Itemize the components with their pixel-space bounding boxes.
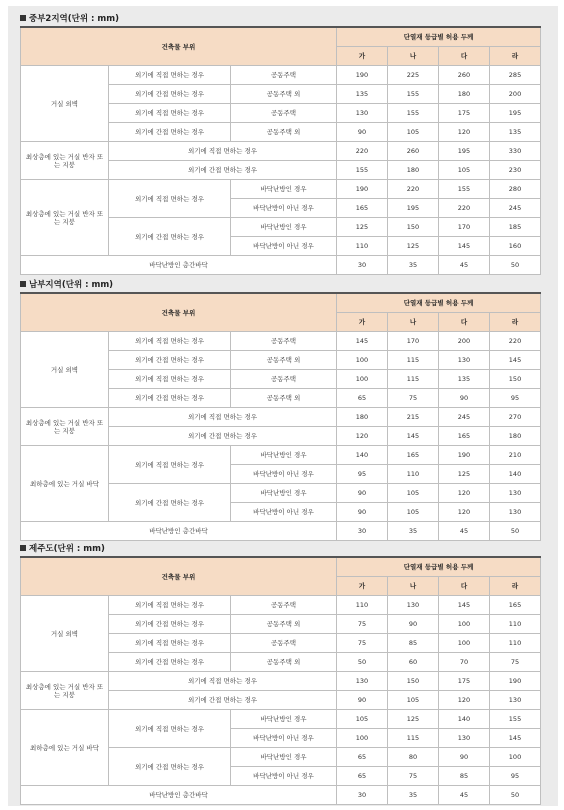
value-cell: 90 bbox=[337, 123, 388, 142]
table-row bbox=[21, 672, 541, 691]
value-cell: 145 bbox=[490, 351, 541, 370]
value-cell: 285 bbox=[490, 66, 541, 85]
row-detail-label: 바닥난방인 경우 bbox=[231, 180, 337, 199]
row-sub-label: 외기에 직접 면하는 경우 bbox=[109, 104, 231, 123]
value-cell: 170 bbox=[388, 332, 439, 351]
value-cell: 95 bbox=[337, 465, 388, 484]
value-cell: 125 bbox=[337, 218, 388, 237]
header-grade: 나 bbox=[388, 577, 439, 596]
value-cell: 185 bbox=[490, 218, 541, 237]
value-cell: 130 bbox=[439, 729, 490, 748]
row-detail-label: 공동주택 bbox=[231, 66, 337, 85]
row-sub-label: 외기에 직접 면하는 경우 bbox=[109, 332, 231, 351]
value-cell: 35 bbox=[388, 786, 439, 805]
value-cell: 270 bbox=[490, 408, 541, 427]
row-group-label: 최상층에 있는 거실 반자 또는 지붕 bbox=[21, 672, 109, 710]
value-cell: 165 bbox=[337, 199, 388, 218]
value-cell: 245 bbox=[490, 199, 541, 218]
value-cell: 95 bbox=[490, 389, 541, 408]
value-cell: 220 bbox=[337, 142, 388, 161]
row-sub-label: 외기에 직접 면하는 경우 bbox=[109, 66, 231, 85]
value-cell: 115 bbox=[388, 370, 439, 389]
value-cell: 90 bbox=[439, 389, 490, 408]
value-cell: 140 bbox=[439, 710, 490, 729]
row-detail-label: 공동주택 외 bbox=[231, 389, 337, 408]
value-cell: 75 bbox=[388, 767, 439, 786]
row-sub-label: 외기에 간접 면하는 경우 bbox=[109, 161, 337, 180]
row-sub-label: 외기에 간접 면하는 경우 bbox=[109, 85, 231, 104]
value-cell: 110 bbox=[337, 237, 388, 256]
value-cell: 100 bbox=[490, 748, 541, 767]
value-cell: 95 bbox=[490, 767, 541, 786]
row-sub-label: 외기에 간접 면하는 경우 bbox=[109, 691, 337, 710]
header-row bbox=[21, 293, 541, 313]
row-detail-label: 바닥난방이 아닌 경우 bbox=[231, 503, 337, 522]
value-cell: 120 bbox=[439, 503, 490, 522]
table-row bbox=[21, 446, 541, 465]
value-cell: 115 bbox=[388, 729, 439, 748]
value-cell: 90 bbox=[337, 691, 388, 710]
value-cell: 150 bbox=[490, 370, 541, 389]
row-detail-label: 바닥난방이 아닌 경우 bbox=[231, 199, 337, 218]
value-cell: 110 bbox=[490, 634, 541, 653]
value-cell: 190 bbox=[337, 180, 388, 199]
row-sub-label: 외기에 직접 면하는 경우 bbox=[109, 596, 231, 615]
value-cell: 170 bbox=[439, 218, 490, 237]
value-cell: 130 bbox=[439, 351, 490, 370]
row-group-label: 최하층에 있는 거실 바닥 bbox=[21, 446, 109, 522]
table-row bbox=[21, 596, 541, 615]
square-bullet-icon bbox=[20, 281, 26, 287]
row-detail-label: 바닥난방인 경우 bbox=[231, 484, 337, 503]
value-cell: 190 bbox=[337, 66, 388, 85]
value-cell: 145 bbox=[490, 729, 541, 748]
value-cell: 90 bbox=[337, 503, 388, 522]
row-detail-label: 바닥난방인 경우 bbox=[231, 218, 337, 237]
section-title bbox=[20, 542, 540, 556]
row-sub-label: 외기에 직접 면하는 경우 bbox=[109, 180, 231, 218]
value-cell: 120 bbox=[337, 427, 388, 446]
value-cell: 105 bbox=[388, 484, 439, 503]
section-title bbox=[20, 12, 540, 26]
value-cell: 160 bbox=[490, 237, 541, 256]
row-sub-label: 외기에 직접 면하는 경우 bbox=[109, 142, 337, 161]
row-detail-label: 공동주택 bbox=[231, 104, 337, 123]
value-cell: 195 bbox=[388, 199, 439, 218]
header-grade: 다 bbox=[439, 47, 490, 66]
row-group-label: 최상층에 있는 거실 반자 또는 지붕 bbox=[21, 142, 109, 180]
header-part: 건축물 부위 bbox=[21, 293, 337, 332]
value-cell: 130 bbox=[490, 484, 541, 503]
value-cell: 85 bbox=[388, 634, 439, 653]
value-cell: 90 bbox=[388, 615, 439, 634]
value-cell: 200 bbox=[490, 85, 541, 104]
value-cell: 110 bbox=[490, 615, 541, 634]
row-detail-label: 공동주택 외 bbox=[231, 85, 337, 104]
section-title bbox=[20, 278, 540, 292]
value-cell: 30 bbox=[337, 256, 388, 275]
value-cell: 190 bbox=[490, 672, 541, 691]
header-grade: 가 bbox=[337, 47, 388, 66]
value-cell: 100 bbox=[337, 351, 388, 370]
value-cell: 180 bbox=[490, 427, 541, 446]
row-sub-label: 외기에 직접 면하는 경우 bbox=[109, 446, 231, 484]
value-cell: 150 bbox=[388, 672, 439, 691]
row-detail-label: 공동주택 bbox=[231, 332, 337, 351]
row-sub-label: 외기에 직접 면하는 경우 bbox=[109, 710, 231, 748]
value-cell: 220 bbox=[439, 199, 490, 218]
header-grade: 라 bbox=[490, 47, 541, 66]
value-cell: 175 bbox=[439, 104, 490, 123]
row-group-label: 최상층에 있는 거실 반자 또는 지붕 bbox=[21, 408, 109, 446]
header-part: 건축물 부위 bbox=[21, 27, 337, 66]
value-cell: 85 bbox=[439, 767, 490, 786]
table-row bbox=[21, 180, 541, 199]
value-cell: 165 bbox=[490, 596, 541, 615]
table-row bbox=[21, 786, 541, 805]
row-detail-label: 바닥난방이 아닌 경우 bbox=[231, 237, 337, 256]
header-grade: 다 bbox=[439, 313, 490, 332]
insulation-thickness-table bbox=[20, 26, 541, 275]
row-sub-label: 외기에 간접 면하는 경우 bbox=[109, 615, 231, 634]
row-sub-label: 외기에 직접 면하는 경우 bbox=[109, 370, 231, 389]
value-cell: 130 bbox=[490, 691, 541, 710]
row-sub-label: 외기에 직접 면하는 경우 bbox=[109, 672, 337, 691]
value-cell: 245 bbox=[439, 408, 490, 427]
value-cell: 210 bbox=[490, 446, 541, 465]
value-cell: 35 bbox=[388, 256, 439, 275]
value-cell: 165 bbox=[388, 446, 439, 465]
row-detail-label: 공동주택 bbox=[231, 596, 337, 615]
section-nambu bbox=[20, 278, 540, 541]
table-row bbox=[21, 66, 541, 85]
value-cell: 105 bbox=[388, 123, 439, 142]
value-cell: 195 bbox=[439, 142, 490, 161]
row-detail-label: 바닥난방인 경우 bbox=[231, 748, 337, 767]
square-bullet-icon bbox=[20, 545, 26, 551]
header-grade: 라 bbox=[490, 313, 541, 332]
value-cell: 110 bbox=[388, 465, 439, 484]
value-cell: 100 bbox=[439, 615, 490, 634]
header-row bbox=[21, 27, 541, 47]
value-cell: 65 bbox=[337, 767, 388, 786]
value-cell: 155 bbox=[388, 85, 439, 104]
row-group-label: 거실 외벽 bbox=[21, 596, 109, 672]
row-detail-label: 공동주택 bbox=[231, 370, 337, 389]
value-cell: 45 bbox=[439, 256, 490, 275]
header-grade: 다 bbox=[439, 577, 490, 596]
value-cell: 30 bbox=[337, 786, 388, 805]
value-cell: 50 bbox=[490, 786, 541, 805]
value-cell: 225 bbox=[388, 66, 439, 85]
header-thickness: 단열재 등급별 허용 두께 bbox=[337, 293, 541, 313]
value-cell: 155 bbox=[388, 104, 439, 123]
value-cell: 130 bbox=[490, 503, 541, 522]
row-detail-label: 공동주택 외 bbox=[231, 615, 337, 634]
row-group-label: 바닥난방인 층간바닥 bbox=[21, 256, 337, 275]
value-cell: 125 bbox=[388, 710, 439, 729]
header-grade: 나 bbox=[388, 313, 439, 332]
value-cell: 65 bbox=[337, 748, 388, 767]
section-title-text: 중부2지역(단위 : mm) bbox=[29, 14, 119, 24]
value-cell: 105 bbox=[439, 161, 490, 180]
value-cell: 145 bbox=[439, 237, 490, 256]
value-cell: 105 bbox=[388, 503, 439, 522]
header-grade: 가 bbox=[337, 313, 388, 332]
value-cell: 60 bbox=[388, 653, 439, 672]
value-cell: 165 bbox=[439, 427, 490, 446]
value-cell: 130 bbox=[337, 672, 388, 691]
row-sub-label: 외기에 간접 면하는 경우 bbox=[109, 748, 231, 786]
value-cell: 75 bbox=[337, 615, 388, 634]
value-cell: 180 bbox=[337, 408, 388, 427]
value-cell: 260 bbox=[388, 142, 439, 161]
value-cell: 125 bbox=[439, 465, 490, 484]
value-cell: 70 bbox=[439, 653, 490, 672]
value-cell: 220 bbox=[388, 180, 439, 199]
row-group-label: 최상층에 있는 거실 반자 또는 지붕 bbox=[21, 180, 109, 256]
row-detail-label: 바닥난방인 경우 bbox=[231, 710, 337, 729]
value-cell: 140 bbox=[337, 446, 388, 465]
value-cell: 50 bbox=[490, 522, 541, 541]
value-cell: 120 bbox=[439, 123, 490, 142]
row-detail-label: 공동주택 bbox=[231, 634, 337, 653]
value-cell: 45 bbox=[439, 786, 490, 805]
value-cell: 215 bbox=[388, 408, 439, 427]
value-cell: 125 bbox=[388, 237, 439, 256]
row-detail-label: 바닥난방이 아닌 경우 bbox=[231, 729, 337, 748]
value-cell: 200 bbox=[439, 332, 490, 351]
value-cell: 105 bbox=[388, 691, 439, 710]
value-cell: 145 bbox=[388, 427, 439, 446]
table-row bbox=[21, 408, 541, 427]
table-row bbox=[21, 256, 541, 275]
row-sub-label: 외기에 간접 면하는 경우 bbox=[109, 123, 231, 142]
value-cell: 155 bbox=[439, 180, 490, 199]
value-cell: 120 bbox=[439, 691, 490, 710]
header-grade: 나 bbox=[388, 47, 439, 66]
value-cell: 135 bbox=[490, 123, 541, 142]
row-detail-label: 공동주택 외 bbox=[231, 123, 337, 142]
value-cell: 280 bbox=[490, 180, 541, 199]
row-group-label: 최하층에 있는 거실 바닥 bbox=[21, 710, 109, 786]
row-detail-label: 공동주택 외 bbox=[231, 653, 337, 672]
value-cell: 110 bbox=[337, 596, 388, 615]
value-cell: 50 bbox=[490, 256, 541, 275]
row-sub-label: 외기에 간접 면하는 경우 bbox=[109, 427, 337, 446]
value-cell: 145 bbox=[337, 332, 388, 351]
value-cell: 80 bbox=[388, 748, 439, 767]
row-sub-label: 외기에 간접 면하는 경우 bbox=[109, 653, 231, 672]
table-row bbox=[21, 142, 541, 161]
value-cell: 180 bbox=[439, 85, 490, 104]
table-row bbox=[21, 332, 541, 351]
value-cell: 150 bbox=[388, 218, 439, 237]
header-grade: 가 bbox=[337, 577, 388, 596]
value-cell: 330 bbox=[490, 142, 541, 161]
row-group-label: 거실 외벽 bbox=[21, 66, 109, 142]
document-page bbox=[8, 6, 558, 806]
row-sub-label: 외기에 간접 면하는 경우 bbox=[109, 484, 231, 522]
value-cell: 90 bbox=[337, 484, 388, 503]
value-cell: 135 bbox=[439, 370, 490, 389]
insulation-thickness-table bbox=[20, 292, 541, 541]
value-cell: 180 bbox=[388, 161, 439, 180]
row-detail-label: 바닥난방이 아닌 경우 bbox=[231, 465, 337, 484]
row-group-label: 바닥난방인 층간바닥 bbox=[21, 522, 337, 541]
value-cell: 155 bbox=[490, 710, 541, 729]
row-detail-label: 공동주택 외 bbox=[231, 351, 337, 370]
section-jungbu2 bbox=[20, 12, 540, 275]
table-row bbox=[21, 710, 541, 729]
row-sub-label: 외기에 직접 면하는 경우 bbox=[109, 408, 337, 427]
value-cell: 140 bbox=[490, 465, 541, 484]
insulation-thickness-table bbox=[20, 556, 541, 805]
value-cell: 100 bbox=[337, 729, 388, 748]
section-jeju bbox=[20, 542, 540, 805]
row-detail-label: 바닥난방인 경우 bbox=[231, 446, 337, 465]
header-thickness: 단열재 등급별 허용 두께 bbox=[337, 27, 541, 47]
value-cell: 90 bbox=[439, 748, 490, 767]
value-cell: 155 bbox=[337, 161, 388, 180]
value-cell: 145 bbox=[439, 596, 490, 615]
value-cell: 175 bbox=[439, 672, 490, 691]
header-row bbox=[21, 557, 541, 577]
value-cell: 115 bbox=[388, 351, 439, 370]
square-bullet-icon bbox=[20, 15, 26, 21]
value-cell: 100 bbox=[337, 370, 388, 389]
value-cell: 50 bbox=[337, 653, 388, 672]
value-cell: 220 bbox=[490, 332, 541, 351]
value-cell: 120 bbox=[439, 484, 490, 503]
value-cell: 75 bbox=[388, 389, 439, 408]
value-cell: 30 bbox=[337, 522, 388, 541]
header-thickness: 단열재 등급별 허용 두께 bbox=[337, 557, 541, 577]
value-cell: 135 bbox=[337, 85, 388, 104]
row-detail-label: 바닥난방이 아닌 경우 bbox=[231, 767, 337, 786]
value-cell: 230 bbox=[490, 161, 541, 180]
value-cell: 100 bbox=[439, 634, 490, 653]
header-part: 건축물 부위 bbox=[21, 557, 337, 596]
value-cell: 105 bbox=[337, 710, 388, 729]
row-group-label: 바닥난방인 층간바닥 bbox=[21, 786, 337, 805]
value-cell: 260 bbox=[439, 66, 490, 85]
value-cell: 75 bbox=[337, 634, 388, 653]
value-cell: 130 bbox=[337, 104, 388, 123]
value-cell: 190 bbox=[439, 446, 490, 465]
row-sub-label: 외기에 간접 면하는 경우 bbox=[109, 351, 231, 370]
value-cell: 45 bbox=[439, 522, 490, 541]
value-cell: 75 bbox=[490, 653, 541, 672]
value-cell: 65 bbox=[337, 389, 388, 408]
table-row bbox=[21, 522, 541, 541]
value-cell: 195 bbox=[490, 104, 541, 123]
section-title-text: 제주도(단위 : mm) bbox=[29, 544, 105, 554]
row-sub-label: 외기에 간접 면하는 경우 bbox=[109, 218, 231, 256]
section-title-text: 남부지역(단위 : mm) bbox=[29, 280, 114, 290]
row-group-label: 거실 외벽 bbox=[21, 332, 109, 408]
row-sub-label: 외기에 직접 면하는 경우 bbox=[109, 634, 231, 653]
value-cell: 130 bbox=[388, 596, 439, 615]
value-cell: 35 bbox=[388, 522, 439, 541]
header-grade: 라 bbox=[490, 577, 541, 596]
row-sub-label: 외기에 간접 면하는 경우 bbox=[109, 389, 231, 408]
